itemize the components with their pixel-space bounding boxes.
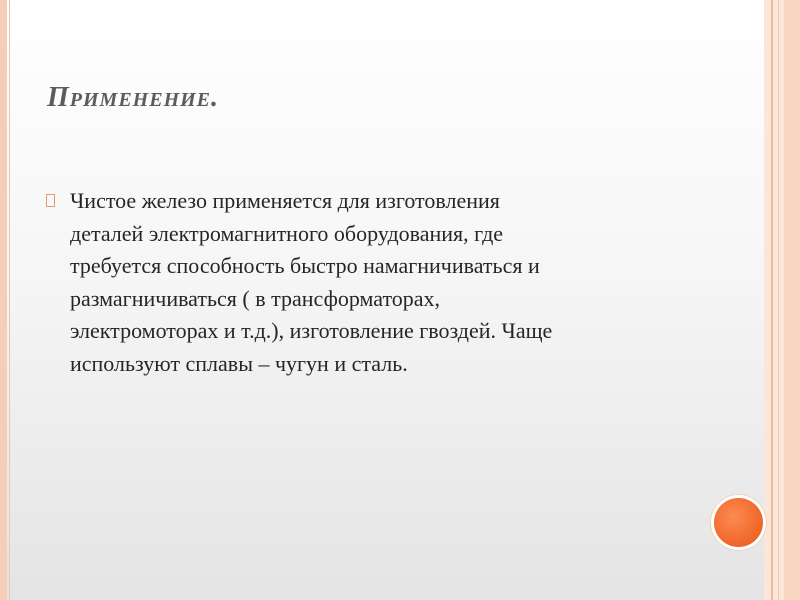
- bullet-text-line: деталей электромагнитного оборудования, где: [70, 220, 504, 246]
- slide-title: Применение.: [47, 82, 220, 113]
- bullet-list: [46, 185, 686, 380]
- orange-circle-icon: [714, 498, 763, 547]
- right-frame-band: [784, 0, 800, 600]
- bullet-text-line: требуется способность быстро намагничиваться и: [70, 253, 540, 278]
- bullet-text-line: используют сплавы – чугун и сталь.: [70, 350, 408, 376]
- bullet-item: [46, 185, 686, 380]
- bullet-square-icon: [46, 194, 55, 207]
- bullet-text-line: Чистое железо применяется для изготовления: [70, 188, 500, 213]
- left-frame-border: [0, 0, 7, 600]
- bullet-text-line: электромоторах и т.д.), изготовление гвоздей. Чаще: [70, 318, 553, 343]
- left-frame-line: [9, 0, 10, 600]
- right-frame-line: [771, 0, 773, 600]
- bullet-text-line: размагничиваться ( в трансформаторах,: [70, 285, 441, 311]
- right-frame-line-thin: [778, 0, 779, 600]
